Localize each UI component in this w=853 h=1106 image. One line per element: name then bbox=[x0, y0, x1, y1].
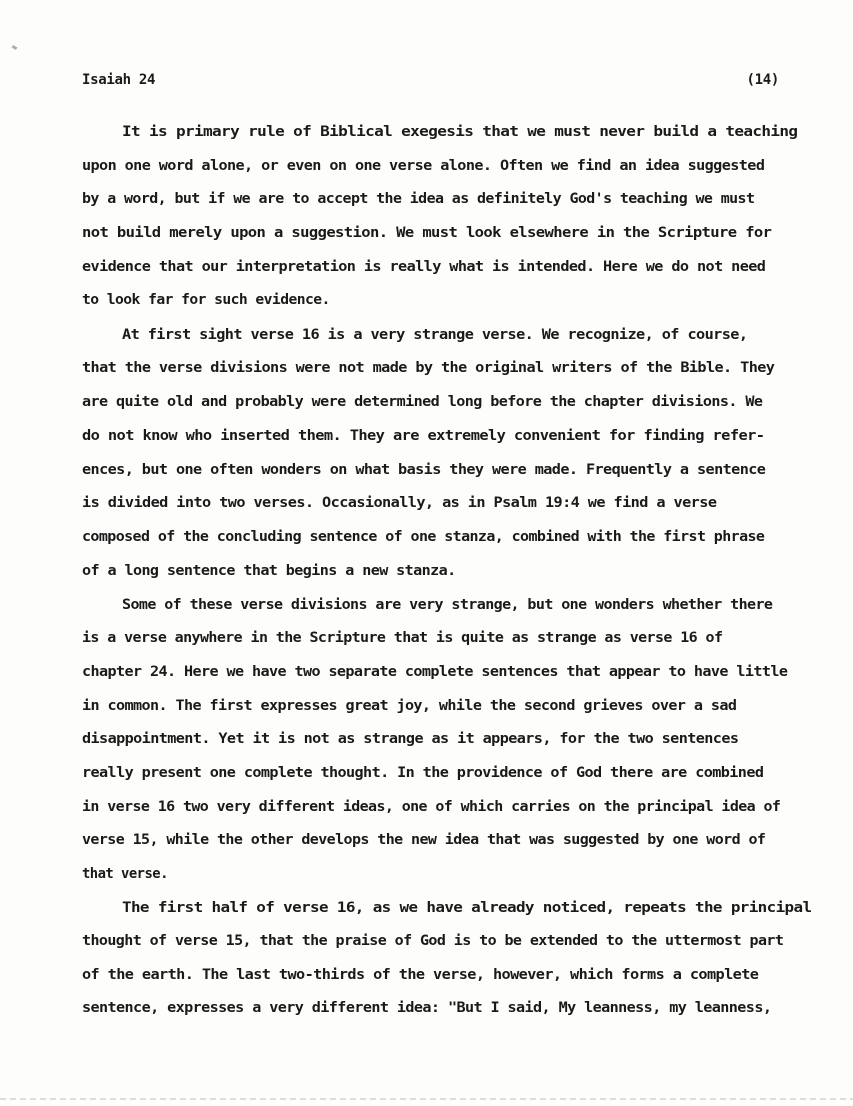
text-line: not build merely upon a suggestion. We must look elsewhere in the Scripture for bbox=[82, 225, 772, 241]
text-line: ences, but one often wonders on what basis they were made. Frequently a sentence bbox=[82, 462, 766, 478]
text-line: composed of the concluding sentence of one stanza, combined with the first phrase bbox=[82, 529, 765, 545]
text-line: in common. The first expresses great joy, while the second grieves over a sad bbox=[82, 698, 737, 714]
text-line: upon one word alone, or even on one verse alone. Often we find an idea suggested bbox=[82, 158, 765, 174]
page-bottom-edge bbox=[0, 1098, 853, 1100]
text-line: by a word, but if we are to accept the idea as definitely God's teaching we must bbox=[82, 191, 755, 207]
text-line: really present one complete thought. In the providence of God there are combined bbox=[82, 765, 764, 781]
text-line: evidence that our interpretation is really what is intended. Here we do not need bbox=[82, 259, 766, 275]
text-line: thought of verse 15, that the praise of God is to be extended to the uttermost part bbox=[82, 933, 784, 949]
text-line: that verse. bbox=[82, 866, 168, 882]
text-line: of a long sentence that begins a new stanza. bbox=[82, 563, 456, 579]
text-line: is a verse anywhere in the Scripture that is quite as strange as verse 16 of bbox=[82, 630, 723, 646]
text-line: sentence, expresses a very different idea: "But I said, My leanness, my leanness, bbox=[82, 1000, 772, 1016]
paragraph-first-line: At first sight verse 16 is a very strange verse. We recognize, of course, bbox=[122, 327, 748, 343]
text-line: to look far for such evidence. bbox=[82, 292, 330, 308]
scan-speck bbox=[12, 45, 18, 50]
text-line: chapter 24. Here we have two separate complete sentences that appear to have little bbox=[82, 664, 788, 680]
text-line: are quite old and probably were determined long before the chapter divisions. We bbox=[82, 394, 763, 410]
page-heading: Isaiah 24 bbox=[82, 72, 156, 88]
text-line: is divided into two verses. Occasionally, as in Psalm 19:4 we find a verse bbox=[82, 495, 717, 511]
text-line: do not know who inserted them. They are extremely convenient for finding refer- bbox=[82, 428, 765, 444]
text-line: verse 15, while the other develops the new idea that was suggested by one word of bbox=[82, 832, 766, 848]
text-line: of the earth. The last two-thirds of the verse, however, which forms a complete bbox=[82, 967, 759, 983]
paragraph-first-line: Some of these verse divisions are very strange, but one wonders whether there bbox=[122, 597, 773, 613]
paragraph-first-line: The first half of verse 16, as we have already noticed, repeats the principal bbox=[122, 900, 812, 916]
paragraph-first-line: It is primary rule of Biblical exegesis that we must never build a teaching bbox=[122, 124, 798, 140]
page-number: (14) bbox=[746, 72, 779, 88]
text-line: disappointment. Yet it is not as strange as it appears, for the two sentences bbox=[82, 731, 739, 747]
text-line: that the verse divisions were not made by the original writers of the Bible. They bbox=[82, 360, 775, 376]
text-line: in verse 16 two very different ideas, one of which carries on the principal idea of bbox=[82, 799, 781, 815]
